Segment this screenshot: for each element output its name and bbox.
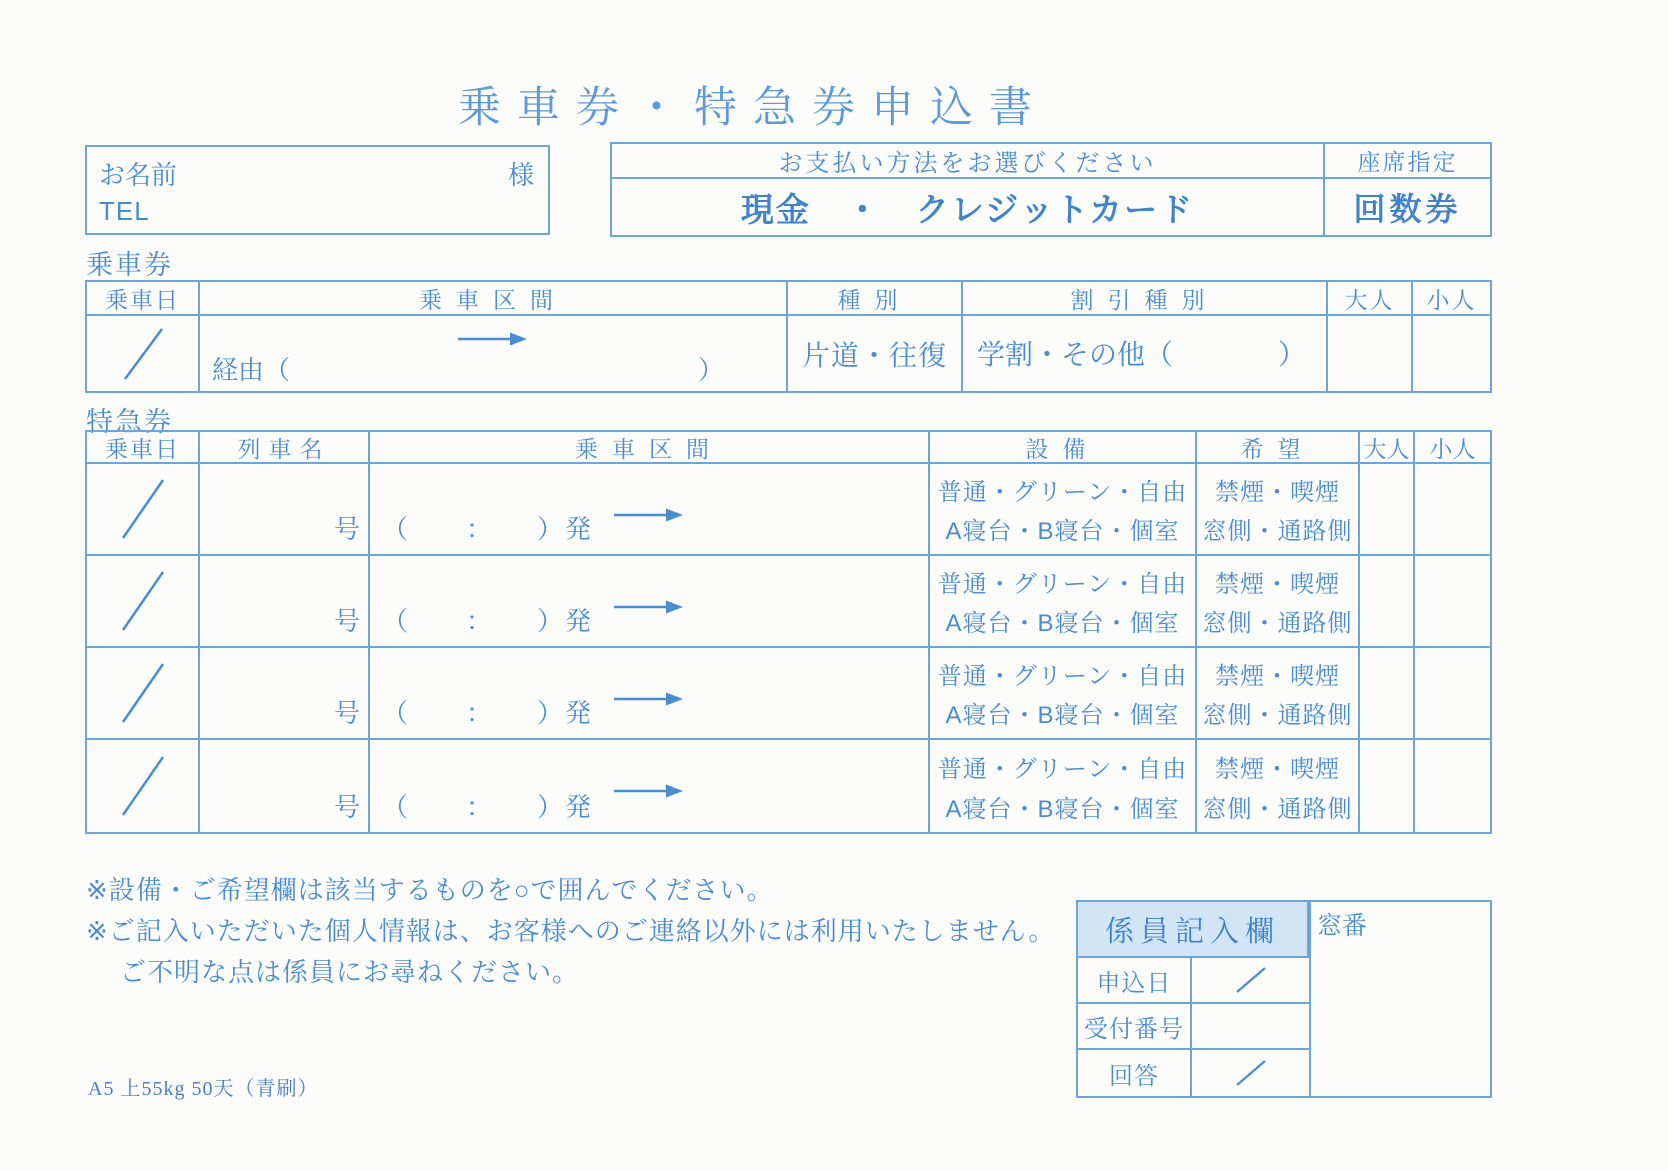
jt-adult-cell [1328, 316, 1413, 391]
reply-cell [1192, 1050, 1309, 1096]
wish-options-1: 禁煙・喫煙 [1215, 755, 1340, 783]
jt-header-discount: 割引種別 [963, 282, 1328, 316]
wish-options-2: 窓側・通路側 [1202, 795, 1353, 823]
tt-row-equipment-cell [930, 556, 1197, 648]
tt-row-train-cell [200, 464, 370, 556]
tt-row-wish-cell [1197, 648, 1360, 740]
date-slash-icon [87, 648, 198, 738]
jt-header-type: 種別 [788, 282, 963, 316]
tt-row-section-cell [370, 648, 930, 740]
window-number-box [1309, 900, 1492, 1098]
equipment-options-2: A寝台・B寝台・個室 [945, 702, 1180, 729]
tt-row-train-cell [200, 740, 370, 832]
wish-options-1: 禁煙・喫煙 [1215, 571, 1340, 598]
tt-header-section: 乗車区間 [370, 432, 930, 464]
staff-entry-box [1076, 900, 1311, 1098]
tt-row-section-cell [370, 464, 930, 556]
tokkyuken-section-label: 特急券 [86, 407, 173, 437]
date-slash-icon [1231, 1058, 1271, 1088]
date-slash-icon [87, 464, 198, 554]
tt-row-child-cell [1415, 648, 1490, 740]
tt-row-child-cell [1415, 740, 1490, 832]
tt-row-child-cell [1415, 464, 1490, 556]
tt-header-date: 乗車日 [87, 432, 200, 464]
form-notes [86, 870, 1055, 993]
jt-discount-cell [963, 316, 1328, 391]
application-date-cell [1192, 958, 1309, 1004]
wish-options-2: 窓側・通路側 [1202, 518, 1353, 545]
discount-line [977, 333, 1306, 373]
tt-row-equipment-cell [930, 648, 1197, 740]
tt-row-section-cell [370, 740, 930, 832]
via-line [212, 350, 724, 387]
date-slash-icon [87, 740, 198, 832]
tt-row-date-cell [87, 556, 200, 648]
route-arrow-icon [613, 506, 685, 524]
joshaken-table [85, 280, 1492, 393]
tt-row-adult-cell [1360, 740, 1415, 832]
note-circle-instruction: ※設備・ご希望欄は該当するものを○で囲んでください。 [86, 875, 774, 905]
payment-box [610, 142, 1492, 237]
via-open-label: 経由（ [212, 355, 291, 385]
route-arrow-icon [613, 690, 685, 708]
note-ask-staff: ご不明な点は係員にお尋ねください。 [120, 957, 580, 987]
equipment-options-1: 普通・グリーン・自由 [937, 479, 1188, 506]
tt-row-date-cell [87, 648, 200, 740]
tt-row-adult-cell [1360, 556, 1415, 648]
discount-close-label: ） [1277, 339, 1306, 370]
seat-reservation-header: 座席指定 [1325, 144, 1490, 179]
departure-time-label: （ ： ）発 [382, 792, 594, 822]
tt-row-train-cell [200, 648, 370, 740]
via-close-label: ） [697, 355, 724, 385]
date-slash-icon [1231, 965, 1271, 995]
tt-row-date-cell [87, 740, 200, 832]
wish-options-2: 窓側・通路側 [1202, 702, 1353, 729]
tt-row-child-cell [1415, 556, 1490, 648]
equipment-options-2: A寝台・B寝台・個室 [945, 610, 1180, 637]
window-number-label: 窓番 [1317, 912, 1368, 940]
tt-row-date-cell [87, 464, 200, 556]
departure-time-label: （ ： ）発 [382, 698, 594, 728]
wish-options-1: 禁煙・喫煙 [1215, 479, 1340, 506]
coupon-ticket-label: 回数券 [1353, 191, 1462, 227]
jt-section-cell [200, 316, 788, 391]
train-number-suffix: 号 [333, 698, 360, 728]
wish-options-1: 禁煙・喫煙 [1215, 663, 1340, 690]
tt-header-adult: 大人 [1360, 432, 1415, 464]
tt-row-adult-cell [1360, 648, 1415, 740]
train-number-suffix: 号 [333, 792, 360, 822]
jt-date-cell [87, 316, 200, 391]
jt-header-date: 乗車日 [87, 282, 200, 316]
equipment-options-2: A寝台・B寝台・個室 [945, 518, 1180, 545]
application-date-label: 申込日 [1078, 958, 1192, 1004]
wish-options-2: 窓側・通路側 [1202, 610, 1353, 637]
train-number-suffix: 号 [333, 606, 360, 636]
route-arrow-icon [613, 598, 685, 616]
route-arrow-icon [613, 782, 685, 800]
tt-row-section-cell [370, 556, 930, 648]
equipment-options-1: 普通・グリーン・自由 [937, 571, 1188, 598]
staff-entry-header: 係員記入欄 [1078, 902, 1309, 958]
date-slash-icon [87, 316, 198, 391]
equipment-options-2: A寝台・B寝台・個室 [945, 795, 1180, 823]
jt-header-child: 小人 [1413, 282, 1490, 316]
route-arrow-icon [457, 330, 529, 348]
note-privacy: ※ご記入いただいた個人情報は、お客様へのご連絡以外には利用いたしません。 [86, 916, 1056, 946]
departure-time-label: （ ： ）発 [382, 606, 594, 636]
tt-row-equipment-cell [930, 740, 1197, 832]
tt-row-wish-cell [1197, 556, 1360, 648]
payment-options: 現金 ・ クレジットカード [612, 179, 1325, 235]
print-spec-footnote: A5 上55kg 50天（青刷） [88, 1078, 319, 1100]
jt-type-cell: 片道・往復 [788, 316, 963, 391]
tt-header-equipment: 設備 [930, 432, 1197, 464]
tt-row-adult-cell [1360, 464, 1415, 556]
date-slash-icon [87, 556, 198, 646]
joshaken-section-label: 乗車券 [86, 250, 173, 280]
reply-label: 回答 [1078, 1050, 1192, 1096]
honorific-label: 様 [507, 160, 534, 190]
name-label: お名前 [99, 160, 178, 190]
tt-row-wish-cell [1197, 464, 1360, 556]
tt-header-child: 小人 [1415, 432, 1490, 464]
tt-row-equipment-cell [930, 464, 1197, 556]
equipment-options-1: 普通・グリーン・自由 [937, 755, 1188, 783]
tt-header-train: 列車名 [200, 432, 370, 464]
jt-header-adult: 大人 [1328, 282, 1413, 316]
form-title: 乗車券・特急券申込書 [458, 84, 1048, 132]
train-number-suffix: 号 [333, 514, 360, 544]
reception-number-cell [1192, 1004, 1309, 1050]
jt-header-section: 乗車区間 [200, 282, 788, 316]
tokkyuken-table [85, 430, 1492, 834]
reception-number-label: 受付番号 [1078, 1004, 1192, 1050]
discount-open-label: 学割・その他（ [977, 339, 1174, 370]
name-box [85, 145, 550, 235]
tt-row-wish-cell [1197, 740, 1360, 832]
payment-method-header: お支払い方法をお選びください [612, 144, 1325, 179]
jt-child-cell [1413, 316, 1490, 391]
tel-label: TEL [99, 196, 150, 226]
tt-header-wish: 希望 [1197, 432, 1360, 464]
tt-row-train-cell [200, 556, 370, 648]
departure-time-label: （ ： ）発 [382, 514, 594, 544]
equipment-options-1: 普通・グリーン・自由 [937, 663, 1188, 690]
